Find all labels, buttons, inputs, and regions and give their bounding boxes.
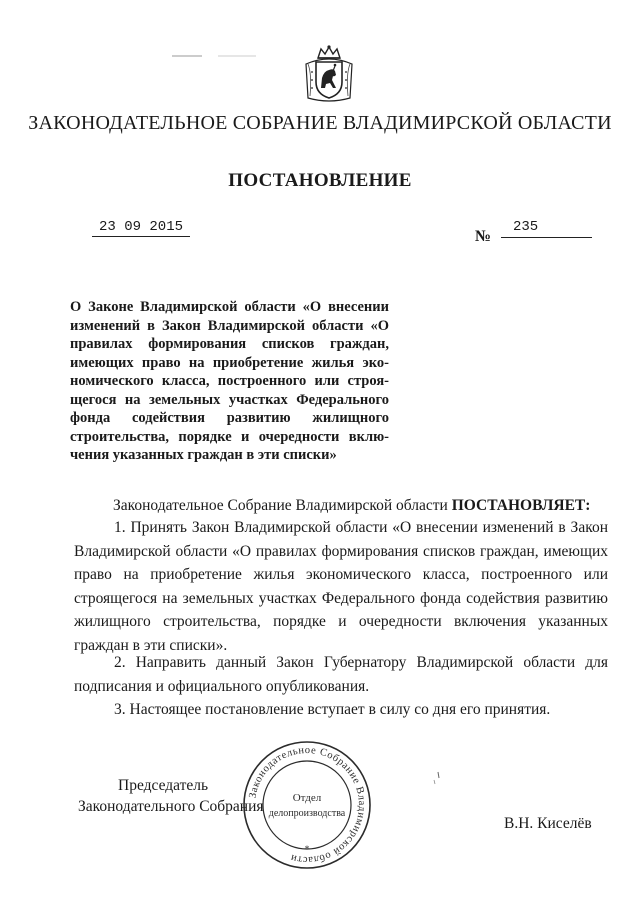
- ink-mark: [412, 760, 452, 800]
- stamp-ring-text: Законодательное Собрание Владимирской области: [247, 744, 368, 866]
- paragraph-1: 1. Принять Закон Владимирской области «О внесении изменений в Закон Владимирской области «О правилах формирования списков граждан, имеющих право на приобретение жилья экономического класса, построенного или строящегося на земельных участках Федерального фонда содействия развитию жилищного строительства, порядке и очередности включения указанных граждан в эти списки».: [74, 519, 608, 654]
- document-date: 23 09 2015: [92, 219, 190, 237]
- title-line: чения указанных граждан в эти списки»: [70, 447, 337, 463]
- preamble-lead: Законодательное Собрание Владимирской области: [113, 497, 452, 514]
- document-title: [70, 298, 389, 465]
- scan-mark: [172, 48, 256, 62]
- title-line: правилах формирования списков граждан,: [70, 336, 389, 352]
- stamp-center-line1: Отдел: [292, 792, 322, 804]
- paragraph-2: 2. Направить данный Закон Губернатору Владимирской области для подписания и официального опубликования.: [74, 654, 608, 695]
- organization-name: ЗАКОНОДАТЕЛЬНОЕ СОБРАНИЕ ВЛАДИМИРСКОЙ ОБЛАСТИ: [28, 112, 612, 134]
- stamp-center-line2: делопроизводства: [268, 808, 346, 819]
- title-line: имеющих право на приобретение жилья эко-: [70, 354, 389, 371]
- preamble: [113, 494, 590, 518]
- signatory-title-line2: Законодательного Собрания: [78, 798, 264, 815]
- number-sign: №: [475, 228, 492, 245]
- title-line: номического класса, построенного или строя-: [70, 373, 389, 389]
- office-stamp: [240, 738, 374, 872]
- coat-of-arms-icon: [302, 44, 356, 104]
- title-line: фонда содействия развитию жилищного: [70, 410, 389, 426]
- title-line: О Законе Владимирской области «О внесении: [70, 299, 389, 315]
- preamble-decree: ПОСТАНОВЛЯЕТ:: [451, 497, 591, 514]
- title-line: изменений в Закон Владимирской области «О: [70, 317, 389, 334]
- signatory-name: В.Н. Киселёв: [504, 815, 592, 832]
- title-line: строительства, порядке и очередности вклю-: [70, 428, 389, 445]
- signatory-title-line1: Председатель: [118, 777, 209, 794]
- document-number: 235: [501, 219, 592, 238]
- paragraph-3: 3. Настоящее постановление вступает в силу со дня его принятия.: [114, 701, 551, 718]
- document-type: ПОСТАНОВЛЕНИЕ: [228, 170, 412, 191]
- stamp-star-icon: *: [304, 844, 310, 854]
- title-line: щегося на земельных участках Федерального: [70, 391, 389, 408]
